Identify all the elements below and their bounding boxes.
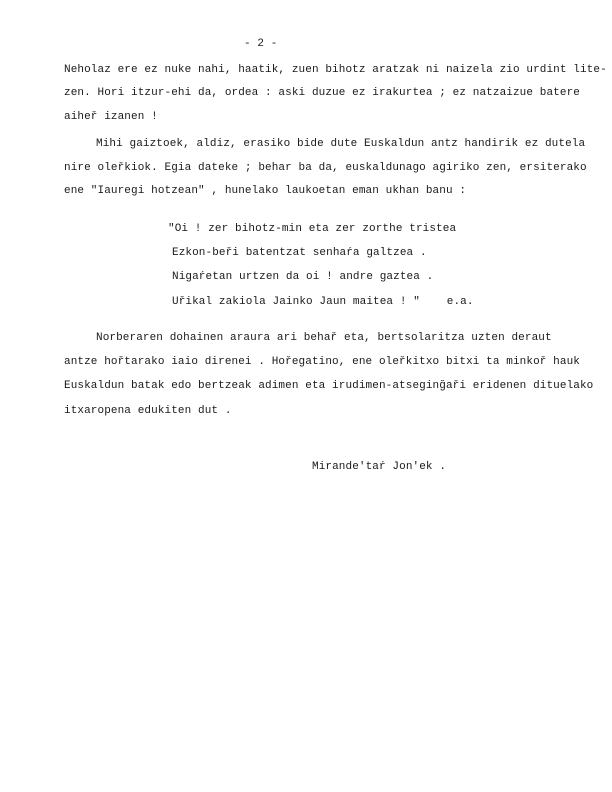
paragraph-line: nire oleřkiok. Egia dateke ; behar ba da, euskaldunago agiriko zen, ersiterako [64,162,587,174]
paragraph-line: Mihi gaiztoek, aldiz, erasiko bide dute Euskaldun antz handirik ez dutela [96,138,586,150]
verse-line: Uřikal zakiola Jainko Jaun maitea ! " e.a. [172,296,474,308]
paragraph-line: antze hořtarako iaio direnei . Hořegatino, ene oleřkitxo bitxi ta minkoř hauk [64,356,580,368]
paragraph-line: Euskaldun batak edo bertzeak adimen eta irudimen-atseginğaři eridenen dituelako [64,380,594,392]
signature: Mirande'taŕ Jon'ek . [312,461,447,473]
paragraph-line: aiheř izanen ! [64,111,158,123]
paragraph-line: zen. Hori itzur-ehi da, ordea : aski duzue ez irakurtea ; ez natzaizue batere [64,87,580,99]
verse-line: Ezkon-beři batentzat senhaŕa galtzea . [172,247,427,259]
page-number: - 2 - [244,38,278,50]
verse-line: "Oi ! zer bihotz-min eta zer zorthe tristea [168,223,457,235]
paragraph-line: Norberaren dohainen araura ari behař eta, bertsolaritza uzten deraut [96,332,552,344]
paragraph-line: ene "Iauregi hotzean" , hunelako laukoetan eman ukhan banu : [64,185,467,197]
verse-line: Nigaŕetan urtzen da oi ! andre gaztea . [172,271,434,283]
paragraph-line: Neholaz ere ez nuke nahi, haatik, zuen bihotz aratzak ni naizela zio urdint lite- [64,64,607,76]
paragraph-line: itxaropena edukiten dut . [64,405,232,417]
